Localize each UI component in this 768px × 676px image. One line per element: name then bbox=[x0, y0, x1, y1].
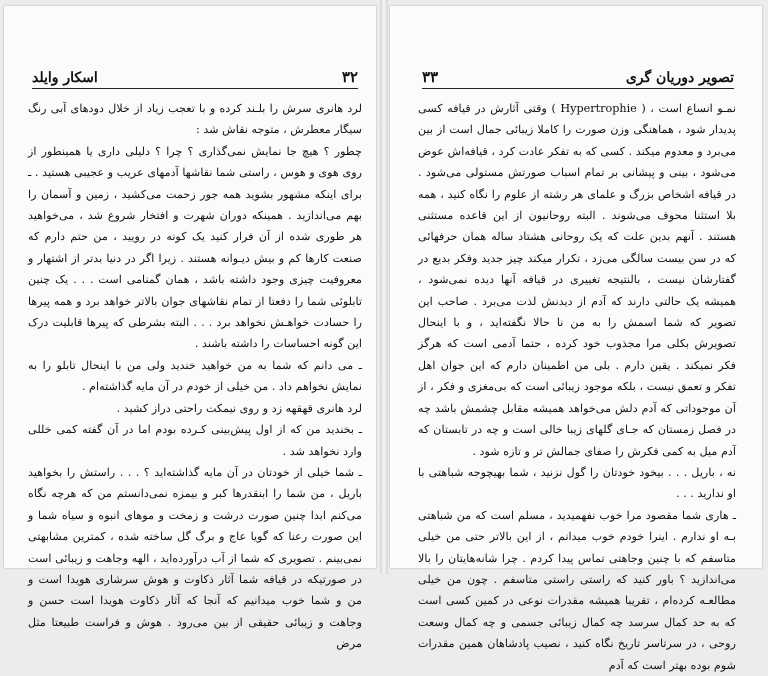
right-page-number: ۳۳ bbox=[422, 68, 439, 86]
paragraph: لرد هانری سرش را بلـند کرده و با تعجب زیاد از خلال دودهای آبی رنگ سیگار معطرش ، متوجه نقاش شد : bbox=[28, 102, 362, 137]
paragraph: چطور ؟ هیچ جا نمایش نمی‌گذاری ؟ چرا ؟ دلیلی داری یا همینطور از روی هوی و هوس ، راستی شما نقاشها آدمهای عریب و عجیبی هستید . ـ برای اینکه مشهور بشوید همه جور زحمت می‌کشید ، زمین و آسمان را بهم می‌اندازید . همینکه دوران شهرت و افتخار شروع شد ، می‌خواهید هر طوری شده از آن فرار کنید یک کونه در رویید ، من حتم دارم که صنعت کارها کم و بیش دیـوانه هستند . زیرا اگر در دنیا بدتر از اشتهار و معروفیت چیزی وجود داشته باشد ، همان گمنامی است . . . یک چنین تابلوئی شما را دفعتا از تمام نقاشهای جوان بالاتر خواهد برد و همه پیرها را حسادت خواهـش نخواهد برد . . . البته بشرطی که پیرها قابلیت درک این گونه احساسات را داشته باشند . bbox=[28, 144, 362, 351]
right-running-title: تصویر دوریان گری bbox=[625, 70, 734, 86]
paragraph: ـ بخندید من که از اول پیش‌بینی کـرده بودم اما در آن ‌گفته کمی خللی وارد نخواهد شد . bbox=[28, 423, 362, 458]
left-page bbox=[4, 6, 376, 651]
paragraph: نه ، باریل . . . بیخود خودتان را گول نزنید ، شما بهیچوجه شباهتی با او ندارید . . . bbox=[418, 465, 736, 501]
paragraph: ـ هاری شما مقصود مرا خوب نفهمیدید ، مسلم است که من شباهتی بـه او ندارم . اینرا خودم خوب میدانم ، از این بالاتر حتی من خیلی متاسفم که با چنین وجاهتی تماس پیدا کردم . چرا شانه‌هایتان را بالا می‌اندازید ؟ باور کنید که راستی راستی متاسفم . چون من خیلی مطالعـه کرده‌ام ، تقریبا همیشه مقدرات نوعی در کمین کسی است که به حد کمال سرسد چه کمال زیبائی جسمی و چه کمال وسعت روحی ، در سرتاسر تاریخ نگاه کنید ، نصیب پادشاهان همین مقدرات شوم بوده بهتر است که آدم bbox=[418, 508, 736, 672]
left-page-body bbox=[28, 98, 362, 651]
right-page-body bbox=[418, 98, 736, 672]
paragraph: لرد هانری قهقهه زد و روی نیمکت راحتی دراز کشید . bbox=[116, 401, 362, 415]
book-gutter bbox=[380, 0, 388, 574]
left-page-number: ۳۲ bbox=[341, 68, 358, 86]
paragraph: ـ شما خیلی از خودتان در آن مایه گذاشته‌اید ؟ . . . راستش را بخواهید باریل ، من شما را ابنقدرها کبر و بیمزه نمی‌دانستم من که هرچه نگاه می‌کنم ابدا چنین صورت درشت و زمخت و موهای انبوه و سیاه شما و این صورت رعنا که گویا عاج و برگ گل ساخته شده ، کمترین مشابهتی نمی‌بینم . تصویری که شما از آب درآورده‌اید ، الهه وجاهت و زیبائی است در صورتیکه در قیافه شما آثار ذکاوت و هوش سرشاری هویدا است و من و شما خوب میدانیم که آنجا که آثار ذکاوت هویدا است حسن و وجاهت و زیبائی حقیقی از بین می‌رود . هوش و فراست طبیعتا مثل مرض bbox=[28, 465, 362, 651]
paragraph: نمـو انساع است ، ( Hypertrophie ) وقتی آثارش در قیافه کسی پدیدار شود ، هماهنگی وزن صورت را کاملا زیبائی جمال است از بین می‌برد و معدوم میکند . کسی که به تفکر عادت کرد ، قیافه‌اش عوض می‌شود ، بینی و پیشانی بر تمام اسباب صورتش مستولی می‌شود . در قیافه اشخاص بزرگ و علمای هر رشته از علوم را نگاه کنید ، همه بلا استثنا محوف می‌شوند . البته روحانیون از این قاعده مستثنی هستند . آنهم بدین علت که یک روحانی هشتاد ساله همان حرفهائی که در سن بیست سالگی می‌زد ، تکرار میکند چیز جدید وفکر بدیع در گفتارشان نیست ، بالنتیجه تغییری در قیافه آنها دیده نمی‌شود ، همیشه یک حالتی دارند که آدم از دیدنش لذت می‌برد . صاحب این تصویر که شما اسمش را به من نا حالا نگفته‌اید ، و با اینحال تصویرش بکلی مرا مجذوب خود کرده ، حتما آدمی است که هرگز فکر نمیکند . یقین دارم . بلی من اطمینان دارم که این جوان اهل تفکر و تعمق نیست ، بلکه موجود زیبائی است که بی‌مغزی و فکر ، از آن موجوداتی که آدم دلش می‌خواهد همیشه مقابل چشمش باشد چه در فصل زمستان که جـای گلهای زیبا خالی است و چه در تابستان که آدم میل به کمی فکرش را صفای جمالش تر و تازه شود . bbox=[418, 102, 736, 458]
left-running-title: اسکار وایلد bbox=[32, 70, 98, 86]
right-page bbox=[390, 6, 762, 672]
paragraph: ـ می دانم که شما به من خواهید خندید ولی من با اینحال تابلو را به نمایش نخواهم داد . من خیلی از خودم در آن مایه گذاشته‌ام . bbox=[28, 358, 362, 394]
right-page-header bbox=[422, 64, 734, 89]
left-page-header bbox=[32, 64, 358, 89]
